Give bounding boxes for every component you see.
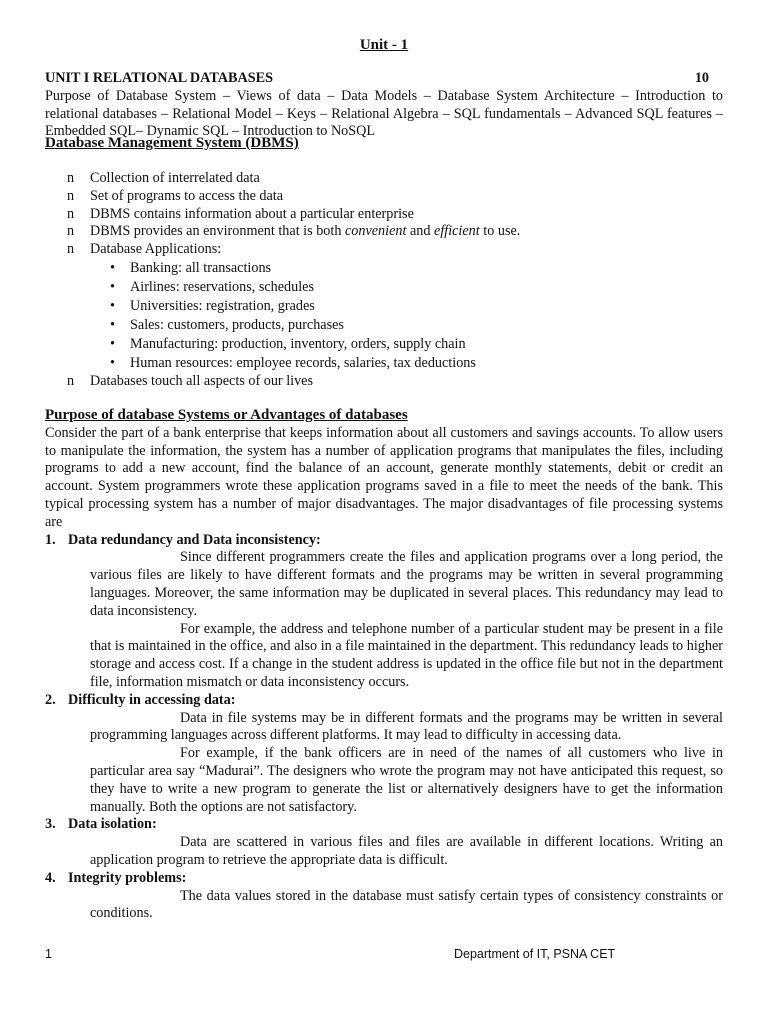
list-item: n Database Applications:: [45, 241, 723, 259]
syllabus-hours: 10: [694, 70, 709, 86]
item-heading: 2. Difficulty in accessing data:: [45, 691, 236, 708]
list-marker: n: [67, 170, 75, 186]
application-item: • Universities: registration, grades: [110, 297, 315, 314]
purpose-section: [45, 407, 723, 923]
dbms-heading: Database Management System (DBMS): [45, 135, 299, 151]
list-item: n Set of programs to access the data: [45, 188, 723, 206]
footer-department: Department of IT, PSNA CET: [454, 947, 616, 961]
item-paragraph: Data are scattered in various files and files are available in different locations. Writing an application program to retrieve the appropriate data is difficult.: [90, 834, 723, 868]
purpose-heading: Purpose of database Systems or Advantages of databases: [45, 407, 408, 423]
list-marker: n: [67, 205, 75, 222]
item-paragraph: For example, the address and telephone number of a particular student may be present in a file that is maintained in the office, and also in a file maintained in the department. This redundancy leads to higher storage and access cost. If a change in the student address is updated in the office file but not in the department file, information mismatch or data inconsistency occurs.: [90, 620, 723, 690]
syllabus-block: [45, 70, 723, 141]
item-paragraph: The data values stored in the database must satisfy certain types of consistency constraints or conditions.: [90, 887, 723, 922]
list-item: n Collection of interrelated data: [45, 170, 723, 188]
list-item: n DBMS provides an environment that is both convenient and efficient to use.: [45, 223, 723, 241]
list-item: n DBMS contains information about a particular enterprise: [45, 206, 723, 224]
application-item: • Human resources: employee records, salaries, tax deductions: [110, 354, 476, 371]
list-marker: n: [67, 241, 75, 258]
list-marker: n: [67, 372, 75, 389]
item-heading: 1. Data redundancy and Data inconsistency:: [45, 531, 321, 548]
application-item: • Sales: customers, products, purchases: [110, 316, 344, 333]
item-paragraph: Since different programmers create the files and application programs over a long period, the various files are likely to have different formats and the programs may be written in several programming languages. Moreover, the same information may be duplicated in several places. This redundancy may lead to data inconsistency.: [90, 549, 723, 619]
purpose-intro: Consider the part of a bank enterprise that keeps information about all customers and savings accounts. To allow users to manipulate the information, the system has a number of application programs that manipulates the files, including programs to add a new account, find the balance of an account, generate monthly statements, debit or credit an account. System programmers wrote these application programs saved in a file to meet the needs of the bank. This typical processing system has a number of major disadvantages. The major disadvantages of file processing systems are: [45, 424, 723, 530]
item-paragraph: For example, if the bank officers are in need of the names of all customers who live in particular area say “Madurai”. The designers who wrote the program may not have anticipated this request, so they have to write a new program to generate the list or alternatively designers have to get the information manually. Both the options are not satisfactory.: [90, 745, 723, 815]
dbms-list: [45, 170, 723, 391]
application-item: • Airlines: reservations, schedules: [110, 278, 314, 295]
item-paragraph: Data in file systems may be in different formats and the programs may be written in several programming languages across different platforms. It may lead to difficulty in accessing data.: [90, 709, 723, 744]
item-heading: 3. Data isolation:: [45, 816, 157, 833]
page-number: 1: [45, 947, 52, 961]
syllabus-topics: Purpose of Database System – Views of data – Data Models – Database System Architecture – Introduction to relational databases – Relational Model – Keys – Relational Algebra – SQL fundamentals – Advanced SQL features – Embedded SQL– Dynamic SQL – Introduction to NoSQL: [45, 87, 723, 140]
list-item: n Databases touch all aspects of our lives: [45, 373, 723, 391]
application-item: • Banking: all transactions: [110, 259, 272, 276]
list-marker: n: [67, 223, 75, 240]
syllabus-heading-row: [45, 70, 723, 88]
applications-list: [45, 259, 723, 373]
list-marker: n: [67, 187, 75, 204]
item-heading: 4. Integrity problems:: [45, 869, 187, 886]
unit-title: Unit - 1: [359, 37, 409, 53]
application-item: • Manufacturing: production, inventory, orders, supply chain: [110, 335, 466, 352]
applications-sublist-wrapper: [45, 259, 723, 373]
syllabus-heading: UNIT I RELATIONAL DATABASES: [45, 70, 273, 86]
